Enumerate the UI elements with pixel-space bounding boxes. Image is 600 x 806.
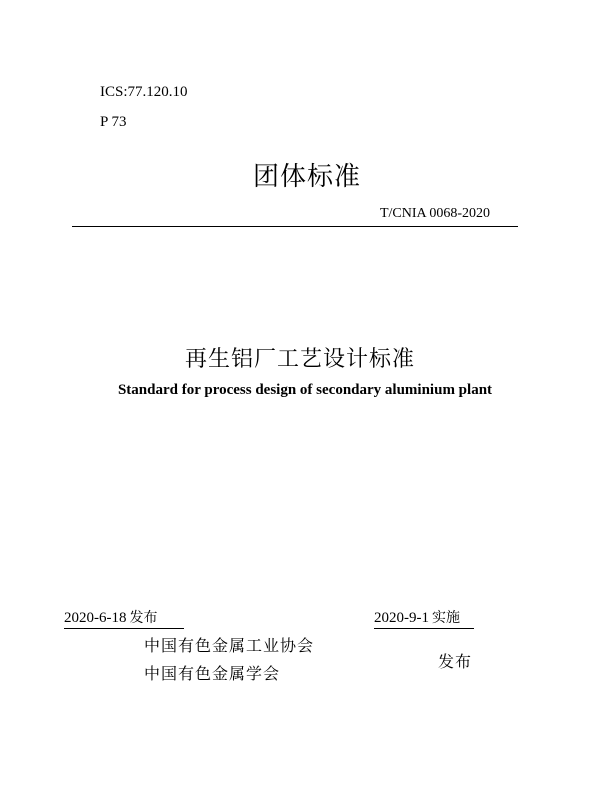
standard-type: 团体标准 [252,162,361,192]
issue-date: 2020-6-18 [64,610,127,626]
issue-label: 发布 [129,610,158,626]
standard-number: T/CNIA 0068-2020 [379,206,490,221]
publisher-org-1: 中国有色金属工业协会 [144,636,315,655]
header-divider [72,226,518,227]
title-english: Standard for process design of secondary aluminium plant [117,382,493,398]
publish-label: 发布 [438,652,473,671]
implementation-label: 实施 [432,610,460,626]
implementation-date-line [374,607,474,629]
implementation-date: 2020-9-1 [374,610,429,626]
title-chinese: 再生铝厂工艺设计标准 [184,347,415,372]
issue-date-line [64,607,184,629]
ccs-code: P 73 [100,114,127,130]
publisher-org-2: 中国有色金属学会 [144,664,281,683]
ics-code: ICS:77.120.10 [100,84,188,100]
